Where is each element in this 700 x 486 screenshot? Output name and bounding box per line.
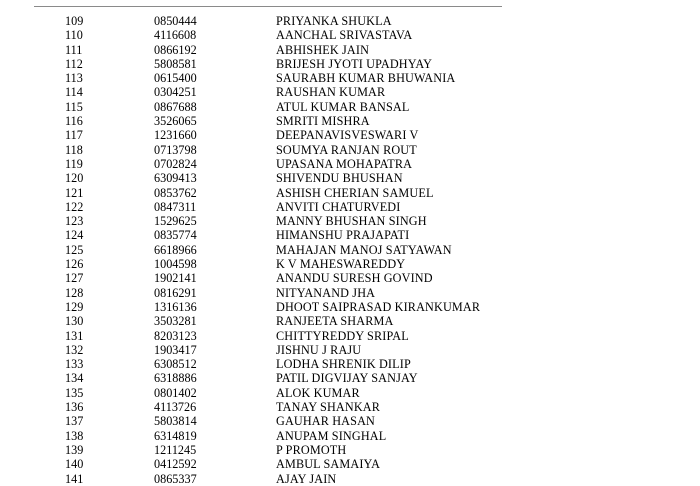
list-row — [0, 14, 700, 28]
list-row — [0, 157, 700, 171]
roll-number: 4113726 — [154, 400, 197, 415]
roll-number: 0615400 — [154, 71, 197, 86]
serial-number: 122 — [65, 199, 84, 214]
list-row — [0, 186, 700, 200]
candidate-name: NITYANAND JHA — [276, 285, 376, 300]
candidate-name: LODHA SHRENIK DILIP — [276, 357, 411, 372]
roll-number: 0816291 — [154, 285, 197, 300]
candidate-name: HIMANSHU PRAJAPATI — [276, 228, 410, 243]
candidate-name: BRIJESH JYOTI UPADHYAY — [276, 56, 433, 71]
candidate-name: ANANDU SURESH GOVIND — [276, 271, 433, 286]
list-row — [0, 71, 700, 85]
roll-number: 0835774 — [154, 228, 197, 243]
serial-number: 135 — [65, 385, 84, 400]
list-row — [0, 329, 700, 343]
list-row — [0, 343, 700, 357]
serial-number: 115 — [65, 99, 83, 114]
roll-number: 1316136 — [154, 299, 197, 314]
candidate-name: SHIVENDU BHUSHAN — [276, 171, 403, 186]
candidate-name: ANUPAM SINGHAL — [276, 428, 387, 443]
list-row — [0, 271, 700, 285]
roll-number: 1529625 — [154, 214, 197, 229]
candidate-name: SOUMYA RANJAN ROUT — [276, 142, 417, 157]
serial-number: 118 — [65, 142, 83, 157]
serial-number: 120 — [65, 171, 84, 186]
roll-number: 0867688 — [154, 99, 197, 114]
serial-number: 140 — [65, 457, 84, 472]
roll-number: 0853762 — [154, 185, 197, 200]
list-row — [0, 414, 700, 428]
list-row — [0, 472, 700, 486]
candidate-name: SMRITI MISHRA — [276, 114, 370, 129]
serial-number: 129 — [65, 299, 84, 314]
roll-number: 0847311 — [154, 199, 197, 214]
roll-number: 0304251 — [154, 85, 197, 100]
roll-number: 0713798 — [154, 142, 197, 157]
serial-number: 134 — [65, 371, 84, 386]
candidate-name: JISHNU J RAJU — [276, 342, 362, 357]
serial-number: 132 — [65, 342, 84, 357]
list-row — [0, 400, 700, 414]
list-row — [0, 457, 700, 471]
serial-number: 110 — [65, 28, 83, 43]
candidate-name: DHOOT SAIPRASAD KIRANKUMAR — [276, 299, 481, 314]
candidate-name: RANJEETA SHARMA — [276, 314, 394, 329]
roll-number: 6318886 — [154, 371, 197, 386]
serial-number: 112 — [65, 56, 83, 71]
list-row — [0, 228, 700, 242]
serial-number: 127 — [65, 271, 84, 286]
serial-number: 113 — [65, 71, 83, 86]
candidate-name: RAUSHAN KUMAR — [276, 85, 386, 100]
roll-number: 1211245 — [154, 442, 197, 457]
list-row — [0, 100, 700, 114]
roll-number: 6314819 — [154, 428, 197, 443]
roll-number: 5808581 — [154, 56, 197, 71]
serial-number: 138 — [65, 428, 84, 443]
candidate-name: TANAY SHANKAR — [276, 400, 381, 415]
serial-number: 119 — [65, 156, 83, 171]
list-row — [0, 429, 700, 443]
candidate-name: ALOK KUMAR — [276, 385, 360, 400]
serial-number: 139 — [65, 442, 84, 457]
candidate-name: AJAY JAIN — [276, 471, 337, 486]
candidate-name: ANVITI CHATURVEDI — [276, 199, 401, 214]
serial-number: 141 — [65, 471, 84, 486]
roll-number: 5803814 — [154, 414, 197, 429]
serial-number: 126 — [65, 257, 84, 272]
serial-number: 133 — [65, 357, 84, 372]
list-row — [0, 386, 700, 400]
roll-number: 1004598 — [154, 257, 197, 272]
candidate-name: AANCHAL SRIVASTAVA — [276, 28, 413, 43]
roll-number: 1231660 — [154, 128, 197, 143]
candidate-name: SAURABH KUMAR BHUWANIA — [276, 71, 456, 86]
list-row — [0, 171, 700, 185]
list-row — [0, 243, 700, 257]
list-row — [0, 443, 700, 457]
list-row — [0, 43, 700, 57]
top-divider — [34, 6, 502, 7]
list-row — [0, 128, 700, 142]
serial-number: 114 — [65, 85, 83, 100]
serial-number: 121 — [65, 185, 84, 200]
candidate-name: PATIL DIGVIJAY SANJAY — [276, 371, 418, 386]
candidate-name: GAUHAR HASAN — [276, 414, 375, 429]
list-row — [0, 314, 700, 328]
candidate-name: AMBUL SAMAIYA — [276, 457, 381, 472]
candidate-name: MAHAJAN MANOJ SATYAWAN — [276, 242, 452, 257]
list-row — [0, 357, 700, 371]
list-row — [0, 85, 700, 99]
roll-number: 6618966 — [154, 242, 197, 257]
roll-number: 8203123 — [154, 328, 197, 343]
roll-number: 1903417 — [154, 342, 197, 357]
candidate-name: ABHISHEK JAIN — [276, 42, 370, 57]
roll-number: 4116608 — [154, 28, 197, 43]
serial-number: 131 — [65, 328, 84, 343]
list-row — [0, 143, 700, 157]
serial-number: 128 — [65, 285, 84, 300]
roll-number: 1902141 — [154, 271, 197, 286]
roll-number: 6309413 — [154, 171, 197, 186]
serial-number: 116 — [65, 114, 83, 129]
candidate-name: PRIYANKA SHUKLA — [276, 14, 392, 28]
serial-number: 137 — [65, 414, 84, 429]
candidate-name: MANNY BHUSHAN SINGH — [276, 214, 427, 229]
serial-number: 117 — [65, 128, 83, 143]
list-row — [0, 257, 700, 271]
candidate-name: UPASANA MOHAPATRA — [276, 156, 413, 171]
candidate-name: CHITTYREDDY SRIPAL — [276, 328, 409, 343]
roll-number: 3503281 — [154, 314, 197, 329]
roll-number: 0702824 — [154, 156, 197, 171]
serial-number: 130 — [65, 314, 84, 329]
serial-number: 109 — [65, 14, 84, 28]
roll-number: 0801402 — [154, 385, 197, 400]
serial-number: 111 — [65, 42, 83, 57]
list-row — [0, 28, 700, 42]
roll-number: 6308512 — [154, 357, 197, 372]
serial-number: 124 — [65, 228, 84, 243]
candidate-name: DEEPANAVISVESWARI V — [276, 128, 419, 143]
serial-number: 125 — [65, 242, 84, 257]
list-row — [0, 200, 700, 214]
list-row — [0, 114, 700, 128]
roll-number: 3526065 — [154, 114, 197, 129]
roll-number: 0865337 — [154, 471, 197, 486]
list-row — [0, 300, 700, 314]
serial-number: 123 — [65, 214, 84, 229]
roll-number: 0412592 — [154, 457, 197, 472]
results-list — [0, 14, 700, 486]
candidate-name: P PROMOTH — [276, 442, 347, 457]
list-row — [0, 371, 700, 385]
list-row — [0, 286, 700, 300]
candidate-name: ASHISH CHERIAN SAMUEL — [276, 185, 434, 200]
list-row — [0, 57, 700, 71]
list-row — [0, 214, 700, 228]
candidate-name: ATUL KUMAR BANSAL — [276, 99, 410, 114]
roll-number: 0866192 — [154, 42, 197, 57]
roll-number: 0850444 — [154, 14, 197, 28]
candidate-name: K V MAHESWAREDDY — [276, 257, 406, 272]
serial-number: 136 — [65, 400, 84, 415]
